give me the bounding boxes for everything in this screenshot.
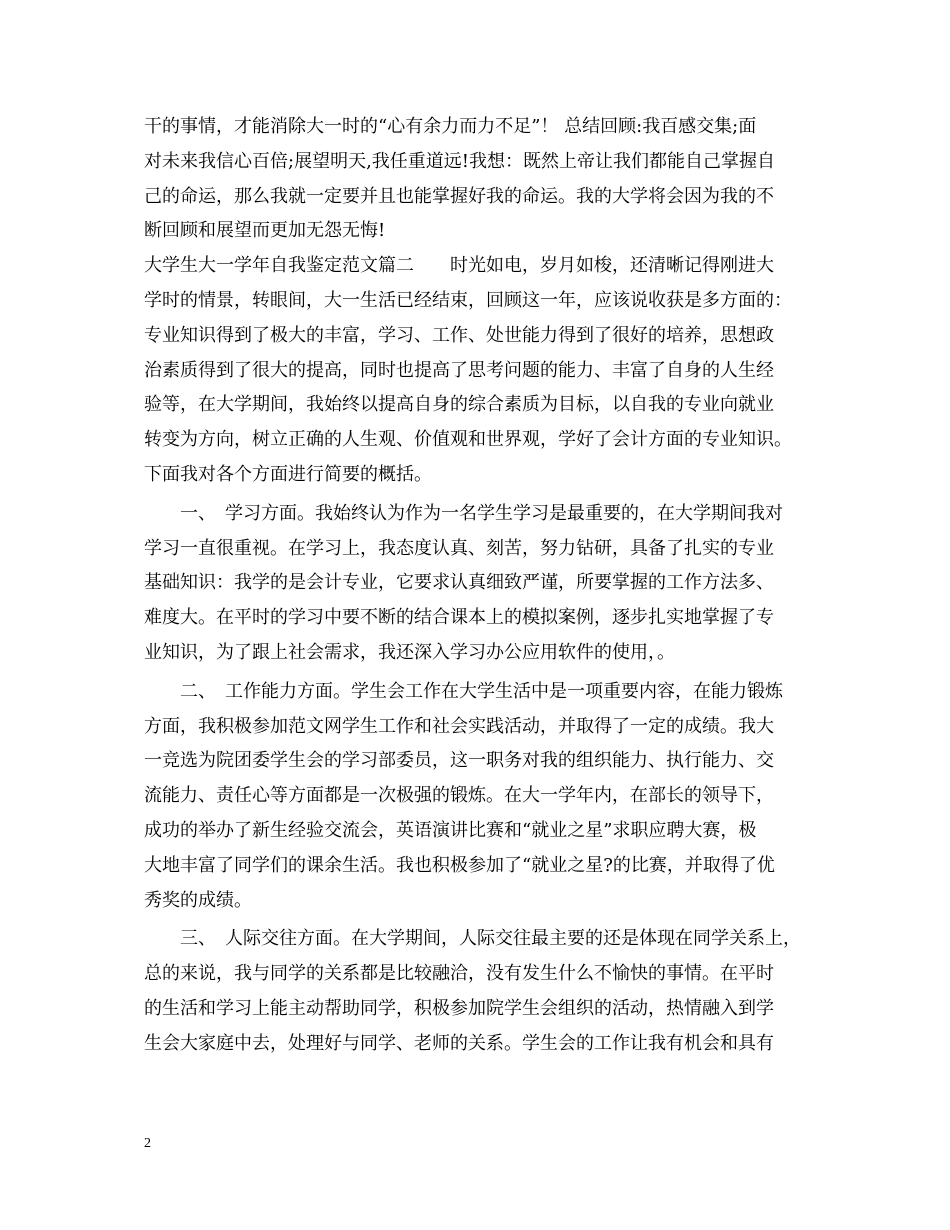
text-line: 三、 人际交往方面。在大学期间，人际交往最主要的还是体现在同学关系上， — [180, 928, 801, 950]
text-line: 己的命运，那么我就一定要并且也能掌握好我的命运。我的大学将会因为我的不 — [144, 185, 774, 207]
text-line: 生会大家庭中去，处理好与同学、老师的关系。学生会的工作让我有机会和具有 — [144, 1032, 774, 1054]
text-line: 断回顾和展望而更加无怨无悔! — [144, 220, 386, 242]
text-line: 干的事情，才能消除大一时的“心有余力而力不足”！ 总结回顾:我百感交集;面 — [144, 116, 757, 137]
text-line: 二、 工作能力方面。学生会工作在大学生活中是一项重要内容，在能力锻炼 — [180, 680, 783, 702]
text-line: 难度大。在平时的学习中要不断的结合课本上的模拟案例，逐步扎实地掌握了专 — [144, 607, 774, 629]
text-line: 基础知识：我学的是会计专业，它要求认真细致严谨，所要掌握的工作方法多、 — [144, 572, 774, 594]
text-line: 专业知识得到了极大的丰富，学习、工作、处世能力得到了很好的培养，思想政 — [144, 324, 774, 346]
text-line: 验等，在大学期间，我始终以提高自身的综合素质为目标，以自我的专业向就业 — [144, 394, 774, 416]
text-line: 的生活和学习上能主动帮助同学，积极参加院学生会组织的活动，热情融入到学 — [144, 997, 774, 1019]
text-line: 治素质得到了很大的提高，同时也提高了思考问题的能力、丰富了自身的人生经 — [144, 359, 774, 381]
text-line: 方面，我积极参加范文网学生工作和社会实践活动，并取得了一定的成绩。我大 — [144, 715, 774, 737]
text-line: 学时的情景，转眼间，大一生活已经结束，回顾这一年，应该说收获是多方面的： — [144, 289, 792, 311]
document-body — [144, 110, 826, 1062]
text-line: 一竞选为院团委学生会的学习部委员，这一职务对我的组织能力、执行能力、交 — [144, 750, 774, 772]
text-line: 对未来我信心百倍;展望明天,我任重道远!我想：既然上帝让我们都能自己掌握自 — [144, 150, 776, 172]
text-line: 成功的举办了新生经验交流会，英语演讲比赛和“就业之星”求职应聘大赛，极 — [144, 819, 757, 841]
page-number: 2 — [144, 1136, 151, 1151]
text-line: 转变为方向，树立正确的人生观、价值观和世界观，学好了会计方面的专业知识。 — [144, 429, 792, 451]
text-line: 总的来说，我与同学的关系都是比较融洽，没有发生什么不愉快的事情。在平时 — [144, 963, 774, 985]
text-line: 下面我对各个方面进行简要的概括。 — [144, 463, 432, 485]
text-line: 学习一直很重视。在学习上，我态度认真、刻苦，努力钻研，具备了扎实的专业 — [144, 537, 774, 559]
text-line: 流能力、责任心等方面都是一次极强的锻炼。在大一学年内，在部长的领导下， — [144, 785, 774, 807]
text-line: 大地丰富了同学们的课余生活。我也积极参加了“就业之星?的比赛，并取得了优 — [144, 854, 775, 876]
text-line: 一、 学习方面。我始终认为作为一名学生学习是最重要的，在大学期间我对 — [180, 502, 783, 524]
text-line: 业知识，为了跟上社会需求，我还深入学习办公应用软件的使用，。 — [144, 641, 675, 663]
text-line: 大学生大一学年自我鉴定范文篇二 时光如电，岁月如梭，还清晰记得刚进大 — [144, 255, 774, 277]
text-line: 秀奖的成绩。 — [144, 889, 252, 911]
